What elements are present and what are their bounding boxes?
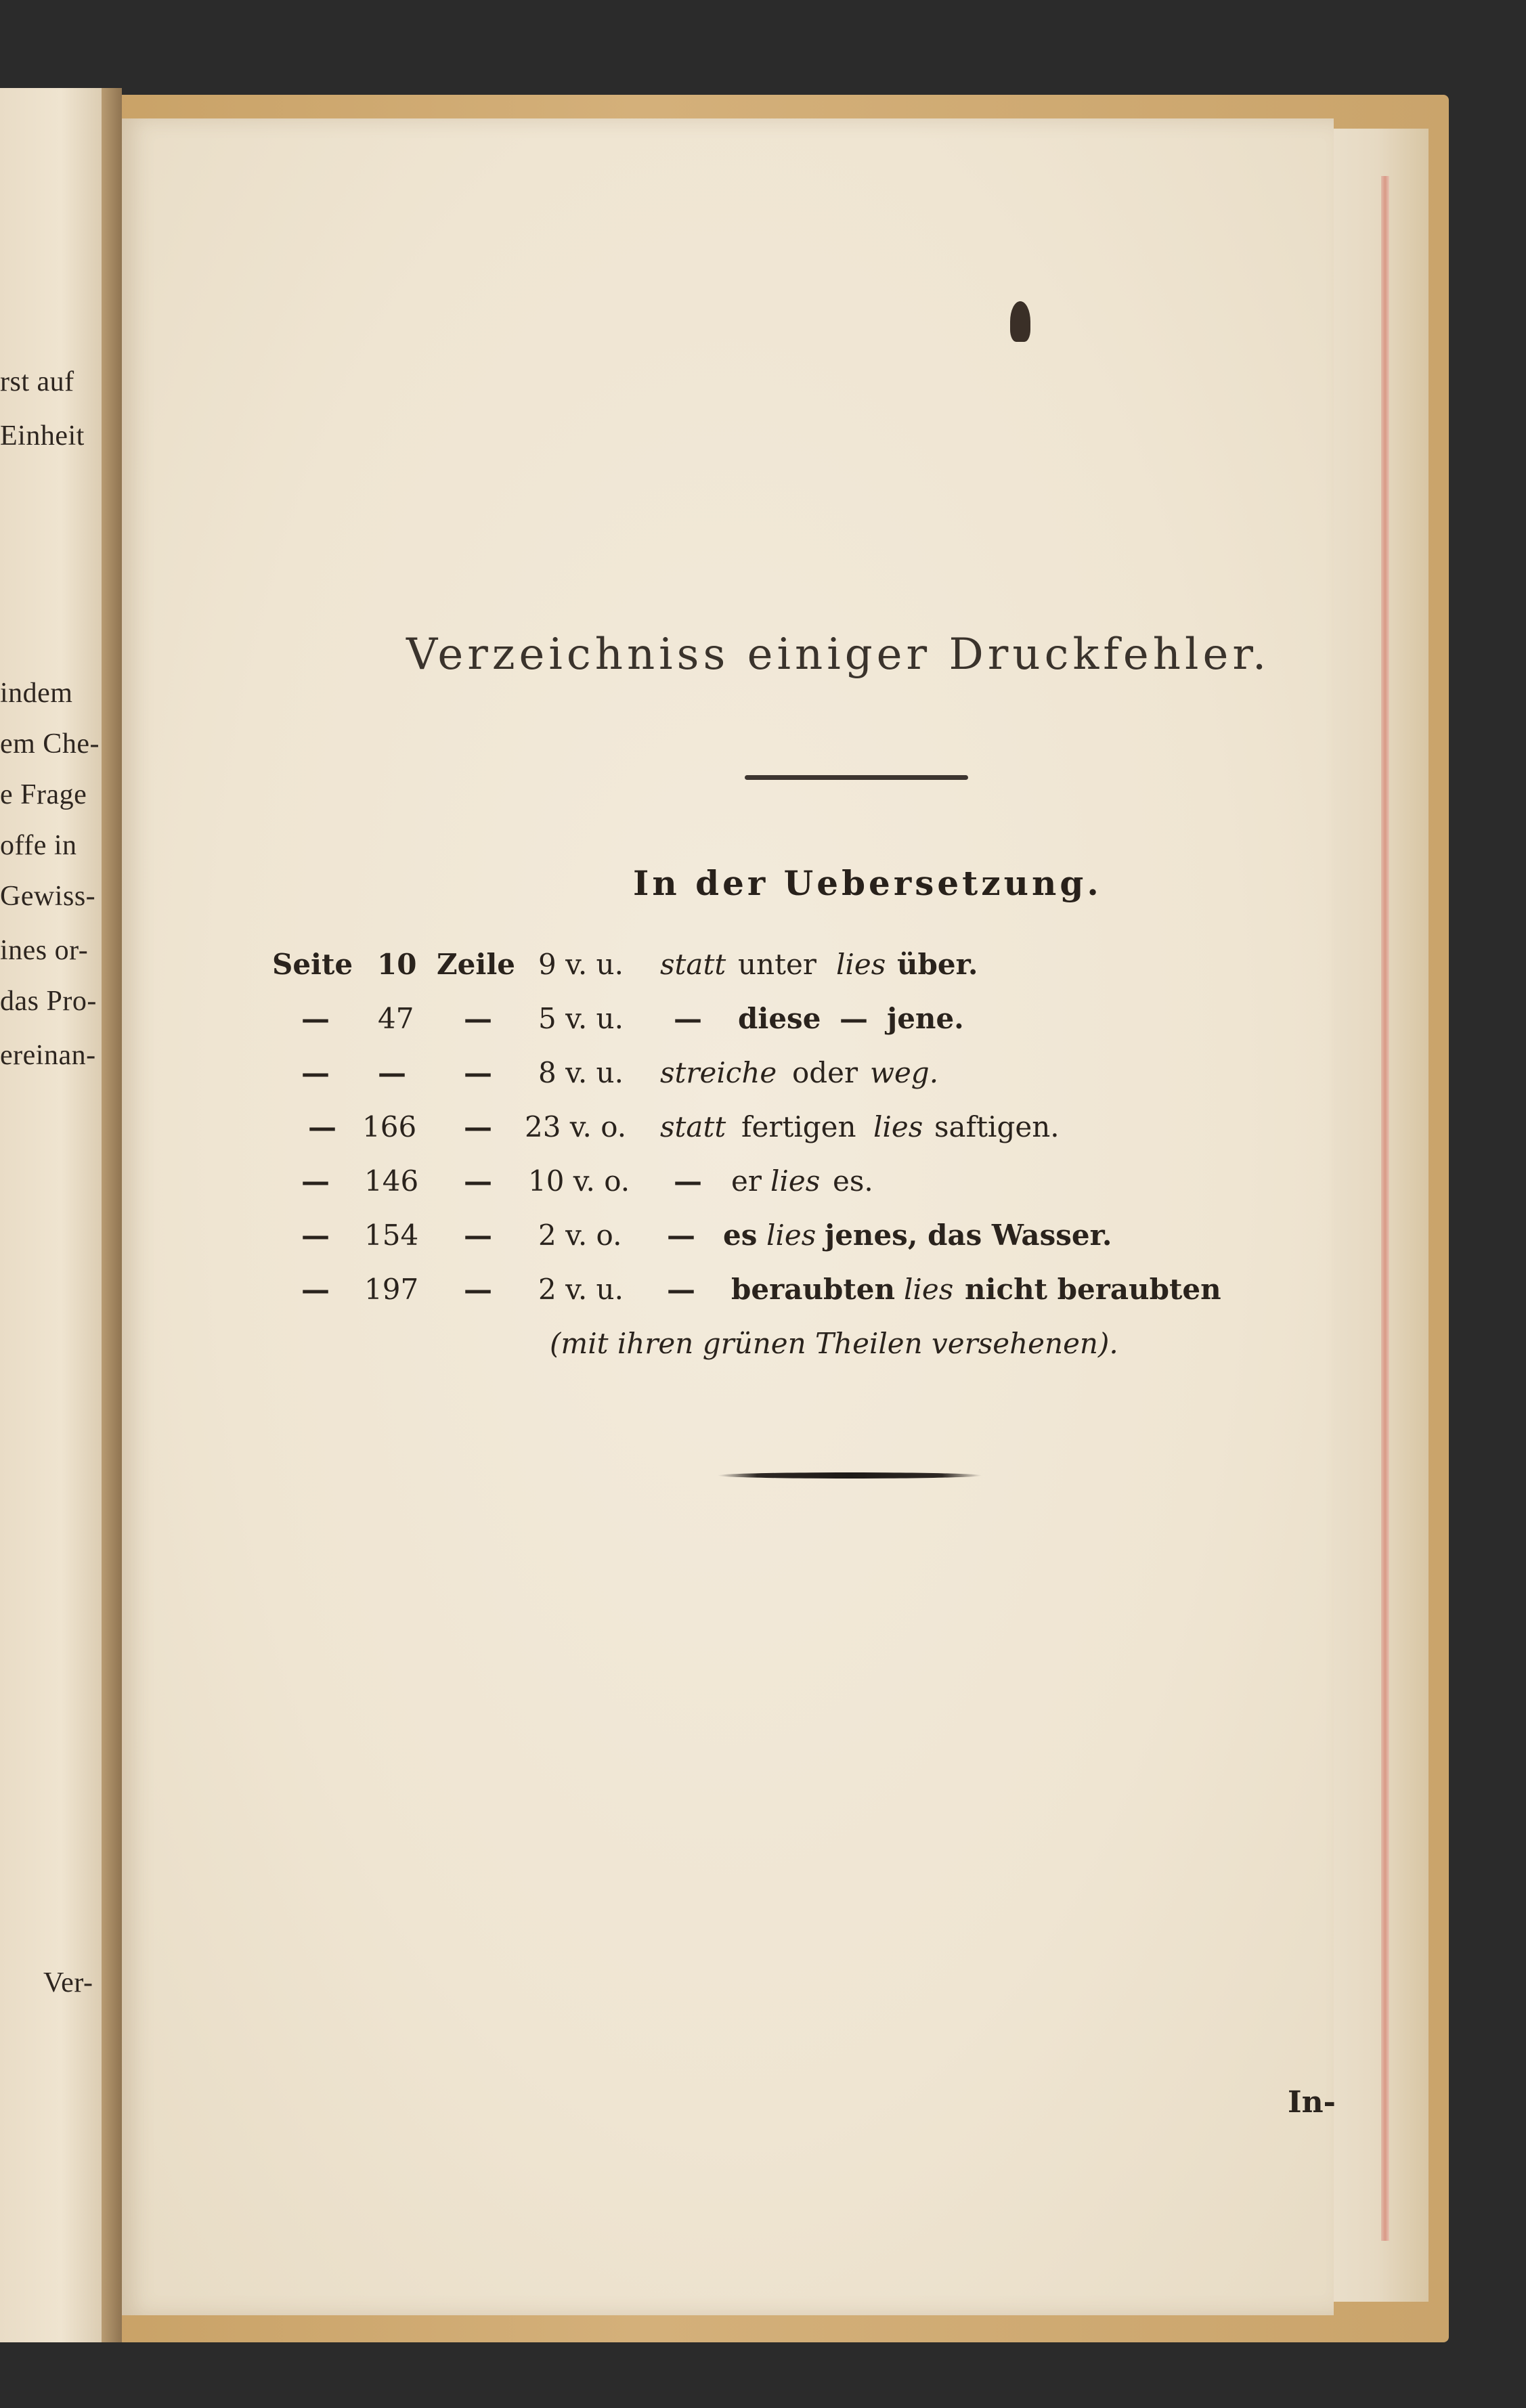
- catchword: In-: [1288, 2085, 1336, 2120]
- right-page: Verzeichniss einiger Druckfehler. In der Uebersetzung. Seite 10 Zeile 9 v. u. statt unter lies über. — 47 — 5 v. u. — diese — jene. — — — 8 v. u. streiche oder weg. — 166 — 23 v. o. statt fertigen lies saftigen. — 146 — 10 v. o. — er lies es. — 154 — 2 v. o. — es lies jenes, das Wasser. — 197 — 2 v. u. — beraubten lies nicht beraubten (mit ihren grünen Theilen versehenen). In-: [122, 118, 1334, 2315]
- closing-rule: [718, 1472, 982, 1479]
- left-line-9: das Pro-: [0, 986, 97, 1017]
- left-line-8: ines or-: [0, 935, 89, 966]
- page-edges: [1327, 129, 1429, 2302]
- left-page: [0, 88, 102, 2342]
- left-line-5: e Frage: [0, 779, 87, 810]
- left-line-6: offe in: [0, 830, 77, 861]
- left-line-2: Einheit: [0, 420, 85, 452]
- page-title: Verzeichniss einiger Druckfehler.: [406, 630, 1271, 680]
- section-heading: In der Uebersetzung.: [633, 863, 1102, 903]
- left-line-7: Gewiss-: [0, 881, 96, 912]
- ink-blot: [1010, 301, 1030, 342]
- left-line-4: em Che-: [0, 728, 100, 760]
- gutter: [102, 88, 122, 2342]
- red-page-edge: [1381, 176, 1389, 2241]
- title-rule: [745, 775, 968, 780]
- left-line-3: indem: [0, 678, 73, 709]
- left-catchword: Ver-: [43, 1967, 93, 1998]
- left-line-1: rst auf: [0, 366, 74, 397]
- left-line-10: ereinan-: [0, 1040, 96, 1071]
- errata-continuation: (mit ihren grünen Theilen versehenen).: [550, 1327, 1118, 1360]
